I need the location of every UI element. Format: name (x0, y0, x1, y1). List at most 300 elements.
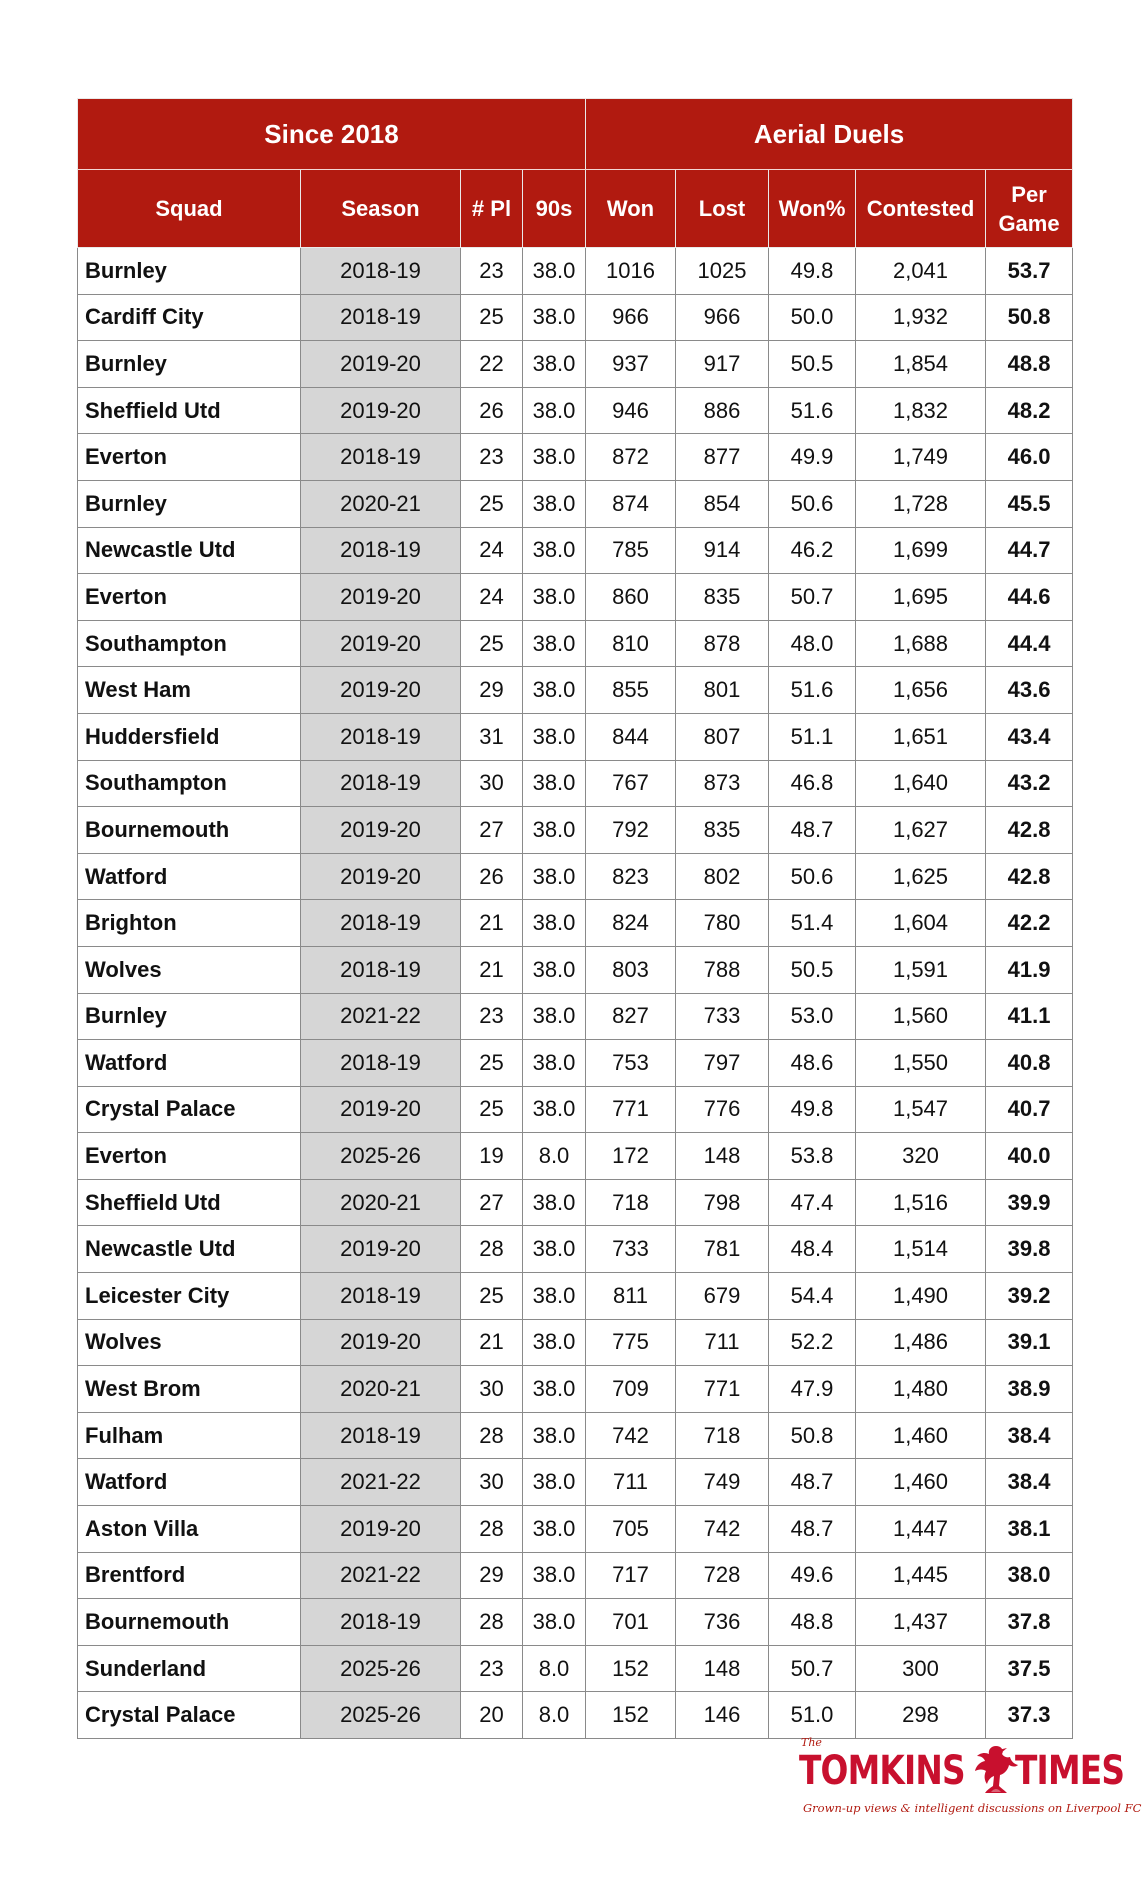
cell-season: 2018-19 (301, 1599, 461, 1646)
cell-contested: 1,460 (856, 1412, 986, 1459)
cell-won-pct: 48.4 (769, 1226, 856, 1273)
cell-nineties: 38.0 (523, 387, 586, 434)
cell-won-pct: 47.9 (769, 1366, 856, 1413)
cell-per-game: 50.8 (986, 294, 1073, 341)
cell-per-game: 44.7 (986, 527, 1073, 574)
cell-per-game: 41.1 (986, 993, 1073, 1040)
cell-nineties: 38.0 (523, 807, 586, 854)
cell-won: 152 (586, 1692, 676, 1739)
cell-squad: Watford (78, 1040, 301, 1087)
cell-players: 28 (461, 1412, 523, 1459)
cell-contested: 298 (856, 1692, 986, 1739)
table-row (78, 1599, 1073, 1646)
logo-tagline: Grown-up views & intelligent discussions on Liverpool FC (803, 1801, 1142, 1815)
cell-nineties: 38.0 (523, 574, 586, 621)
cell-players: 25 (461, 620, 523, 667)
cell-season: 2020-21 (301, 1366, 461, 1413)
cell-lost: 873 (676, 760, 769, 807)
table-row (78, 1086, 1073, 1133)
cell-won-pct: 48.0 (769, 620, 856, 667)
table-row (78, 434, 1073, 481)
cell-won: 771 (586, 1086, 676, 1133)
cell-nineties: 8.0 (523, 1133, 586, 1180)
cell-squad: Cardiff City (78, 294, 301, 341)
cell-won: 172 (586, 1133, 676, 1180)
cell-won-pct: 50.7 (769, 1645, 856, 1692)
cell-lost: 854 (676, 480, 769, 527)
cell-season: 2018-19 (301, 1412, 461, 1459)
table-row (78, 760, 1073, 807)
table-body (78, 248, 1073, 1739)
table-row (78, 1226, 1073, 1273)
cell-per-game: 53.7 (986, 248, 1073, 295)
cell-players: 27 (461, 1179, 523, 1226)
cell-per-game: 42.2 (986, 900, 1073, 947)
cell-per-game: 48.8 (986, 341, 1073, 388)
cell-won-pct: 49.8 (769, 1086, 856, 1133)
cell-squad: Watford (78, 853, 301, 900)
cell-won: 785 (586, 527, 676, 574)
table-row (78, 667, 1073, 714)
cell-season: 2021-22 (301, 1552, 461, 1599)
cell-won: 823 (586, 853, 676, 900)
cell-squad: Watford (78, 1459, 301, 1506)
cell-players: 30 (461, 1459, 523, 1506)
cell-squad: Burnley (78, 993, 301, 1040)
cell-contested: 320 (856, 1133, 986, 1180)
cell-per-game: 41.9 (986, 946, 1073, 993)
cell-season: 2025-26 (301, 1645, 461, 1692)
table-row (78, 1366, 1073, 1413)
cell-nineties: 38.0 (523, 1040, 586, 1087)
cell-won-pct: 53.0 (769, 993, 856, 1040)
cell-contested: 1,854 (856, 341, 986, 388)
cell-won: 733 (586, 1226, 676, 1273)
cell-won: 827 (586, 993, 676, 1040)
cell-won: 860 (586, 574, 676, 621)
cell-nineties: 38.0 (523, 1226, 586, 1273)
cell-contested: 1,625 (856, 853, 986, 900)
table-row (78, 1273, 1073, 1320)
cell-won-pct: 51.1 (769, 713, 856, 760)
cell-season: 2018-19 (301, 1040, 461, 1087)
cell-won-pct: 51.4 (769, 900, 856, 947)
cell-season: 2025-26 (301, 1133, 461, 1180)
cell-lost: 776 (676, 1086, 769, 1133)
cell-lost: 780 (676, 900, 769, 947)
cell-nineties: 38.0 (523, 853, 586, 900)
cell-contested: 300 (856, 1645, 986, 1692)
cell-lost: 798 (676, 1179, 769, 1226)
cell-lost: 797 (676, 1040, 769, 1087)
cell-lost: 148 (676, 1133, 769, 1180)
cell-won: 711 (586, 1459, 676, 1506)
cell-won-pct: 50.0 (769, 294, 856, 341)
cell-squad: Southampton (78, 620, 301, 667)
cell-players: 30 (461, 1366, 523, 1413)
cell-per-game: 38.4 (986, 1459, 1073, 1506)
cell-won-pct: 50.5 (769, 341, 856, 388)
table-row (78, 341, 1073, 388)
cell-won-pct: 48.8 (769, 1599, 856, 1646)
cell-players: 25 (461, 1040, 523, 1087)
cell-contested: 1,550 (856, 1040, 986, 1087)
cell-season: 2018-19 (301, 248, 461, 295)
cell-per-game: 43.2 (986, 760, 1073, 807)
cell-won: 701 (586, 1599, 676, 1646)
cell-lost: 728 (676, 1552, 769, 1599)
cell-nineties: 38.0 (523, 713, 586, 760)
cell-per-game: 39.9 (986, 1179, 1073, 1226)
table-row (78, 574, 1073, 621)
cell-season: 2019-20 (301, 853, 461, 900)
cell-won-pct: 48.7 (769, 1506, 856, 1553)
cell-nineties: 38.0 (523, 1552, 586, 1599)
cell-lost: 914 (676, 527, 769, 574)
cell-squad: Bournemouth (78, 807, 301, 854)
cell-season: 2018-19 (301, 760, 461, 807)
cell-players: 21 (461, 946, 523, 993)
table-row (78, 1412, 1073, 1459)
cell-per-game: 38.0 (986, 1552, 1073, 1599)
cell-season: 2018-19 (301, 713, 461, 760)
cell-won-pct: 50.8 (769, 1412, 856, 1459)
cell-squad: Everton (78, 1133, 301, 1180)
cell-nineties: 38.0 (523, 1179, 586, 1226)
cell-per-game: 42.8 (986, 807, 1073, 854)
cell-lost: 749 (676, 1459, 769, 1506)
cell-nineties: 38.0 (523, 1506, 586, 1553)
cell-won: 775 (586, 1319, 676, 1366)
cell-contested: 1,514 (856, 1226, 986, 1273)
cell-per-game: 43.6 (986, 667, 1073, 714)
cell-won: 742 (586, 1412, 676, 1459)
cell-season: 2019-20 (301, 1086, 461, 1133)
cell-won-pct: 48.7 (769, 1459, 856, 1506)
cell-lost: 801 (676, 667, 769, 714)
liver-bird-icon (971, 1742, 1021, 1796)
cell-per-game: 37.8 (986, 1599, 1073, 1646)
group-header-since-2018: Since 2018 (78, 99, 586, 170)
cell-won-pct: 47.4 (769, 1179, 856, 1226)
cell-season: 2019-20 (301, 620, 461, 667)
per-game-label: Per Game (998, 181, 1060, 236)
cell-nineties: 38.0 (523, 1412, 586, 1459)
cell-won-pct: 46.2 (769, 527, 856, 574)
cell-contested: 1,560 (856, 993, 986, 1040)
cell-players: 23 (461, 434, 523, 481)
group-header-aerial-duels: Aerial Duels (586, 99, 1073, 170)
cell-squad: Sheffield Utd (78, 1179, 301, 1226)
cell-won-pct: 48.7 (769, 807, 856, 854)
cell-players: 19 (461, 1133, 523, 1180)
cell-lost: 788 (676, 946, 769, 993)
cell-won: 753 (586, 1040, 676, 1087)
cell-squad: Burnley (78, 341, 301, 388)
cell-won-pct: 50.5 (769, 946, 856, 993)
cell-per-game: 37.5 (986, 1645, 1073, 1692)
cell-season: 2019-20 (301, 807, 461, 854)
cell-lost: 733 (676, 993, 769, 1040)
col-header-players: # Pl (461, 170, 523, 248)
cell-contested: 1,932 (856, 294, 986, 341)
cell-per-game: 42.8 (986, 853, 1073, 900)
cell-won: 803 (586, 946, 676, 993)
cell-won-pct: 54.4 (769, 1273, 856, 1320)
table-row (78, 1692, 1073, 1739)
cell-lost: 718 (676, 1412, 769, 1459)
cell-contested: 1,627 (856, 807, 986, 854)
cell-season: 2019-20 (301, 1506, 461, 1553)
cell-nineties: 38.0 (523, 1599, 586, 1646)
cell-won: 946 (586, 387, 676, 434)
cell-per-game: 38.9 (986, 1366, 1073, 1413)
cell-players: 28 (461, 1599, 523, 1646)
cell-season: 2019-20 (301, 1226, 461, 1273)
cell-squad: Crystal Palace (78, 1086, 301, 1133)
cell-lost: 781 (676, 1226, 769, 1273)
cell-lost: 966 (676, 294, 769, 341)
cell-per-game: 40.7 (986, 1086, 1073, 1133)
cell-contested: 2,041 (856, 248, 986, 295)
cell-players: 29 (461, 1552, 523, 1599)
cell-won: 705 (586, 1506, 676, 1553)
cell-squad: Huddersfield (78, 713, 301, 760)
cell-squad: Bournemouth (78, 1599, 301, 1646)
cell-contested: 1,604 (856, 900, 986, 947)
logo-word-tomkins: TOMKINS (799, 1748, 965, 1794)
tomkins-times-logo (799, 1736, 1142, 1826)
cell-won: 874 (586, 480, 676, 527)
cell-squad: Burnley (78, 248, 301, 295)
cell-won-pct: 46.8 (769, 760, 856, 807)
cell-contested: 1,447 (856, 1506, 986, 1553)
cell-lost: 771 (676, 1366, 769, 1413)
cell-won: 767 (586, 760, 676, 807)
cell-nineties: 38.0 (523, 480, 586, 527)
col-header-won-pct: Won% (769, 170, 856, 248)
cell-season: 2018-19 (301, 294, 461, 341)
cell-players: 26 (461, 853, 523, 900)
cell-contested: 1,516 (856, 1179, 986, 1226)
table-row (78, 807, 1073, 854)
table-row (78, 946, 1073, 993)
cell-per-game: 44.4 (986, 620, 1073, 667)
cell-won: 855 (586, 667, 676, 714)
cell-won: 717 (586, 1552, 676, 1599)
cell-nineties: 38.0 (523, 527, 586, 574)
cell-per-game: 40.8 (986, 1040, 1073, 1087)
cell-contested: 1,749 (856, 434, 986, 481)
cell-lost: 835 (676, 574, 769, 621)
cell-players: 23 (461, 1645, 523, 1692)
cell-season: 2019-20 (301, 341, 461, 388)
cell-contested: 1,699 (856, 527, 986, 574)
cell-won: 824 (586, 900, 676, 947)
cell-squad: Newcastle Utd (78, 527, 301, 574)
cell-nineties: 38.0 (523, 1319, 586, 1366)
cell-lost: 835 (676, 807, 769, 854)
table-row (78, 527, 1073, 574)
cell-squad: Wolves (78, 946, 301, 993)
cell-lost: 711 (676, 1319, 769, 1366)
cell-lost: 146 (676, 1692, 769, 1739)
cell-players: 25 (461, 480, 523, 527)
cell-won: 937 (586, 341, 676, 388)
cell-players: 31 (461, 713, 523, 760)
cell-nineties: 38.0 (523, 993, 586, 1040)
cell-season: 2019-20 (301, 667, 461, 714)
cell-lost: 802 (676, 853, 769, 900)
cell-won-pct: 49.8 (769, 248, 856, 295)
cell-won: 844 (586, 713, 676, 760)
cell-won-pct: 50.6 (769, 480, 856, 527)
cell-per-game: 38.4 (986, 1412, 1073, 1459)
cell-won-pct: 52.2 (769, 1319, 856, 1366)
cell-squad: Brentford (78, 1552, 301, 1599)
cell-season: 2019-20 (301, 1319, 461, 1366)
cell-won: 792 (586, 807, 676, 854)
table-row (78, 1459, 1073, 1506)
cell-players: 25 (461, 294, 523, 341)
cell-nineties: 38.0 (523, 294, 586, 341)
cell-won: 152 (586, 1645, 676, 1692)
table-row (78, 1552, 1073, 1599)
cell-nineties: 38.0 (523, 1273, 586, 1320)
col-header-contested: Contested (856, 170, 986, 248)
cell-contested: 1,547 (856, 1086, 986, 1133)
cell-lost: 679 (676, 1273, 769, 1320)
aerial-duels-table-wrap (77, 98, 1072, 1739)
cell-contested: 1,651 (856, 713, 986, 760)
cell-squad: Burnley (78, 480, 301, 527)
cell-season: 2025-26 (301, 1692, 461, 1739)
cell-lost: 878 (676, 620, 769, 667)
cell-squad: Sheffield Utd (78, 387, 301, 434)
cell-contested: 1,480 (856, 1366, 986, 1413)
table-row (78, 853, 1073, 900)
cell-squad: Fulham (78, 1412, 301, 1459)
cell-nineties: 8.0 (523, 1645, 586, 1692)
table-row (78, 1040, 1073, 1087)
cell-won: 811 (586, 1273, 676, 1320)
cell-nineties: 38.0 (523, 248, 586, 295)
cell-season: 2020-21 (301, 1179, 461, 1226)
cell-season: 2019-20 (301, 387, 461, 434)
cell-per-game: 39.2 (986, 1273, 1073, 1320)
cell-contested: 1,688 (856, 620, 986, 667)
table-row (78, 1179, 1073, 1226)
col-header-90s: 90s (523, 170, 586, 248)
cell-players: 28 (461, 1226, 523, 1273)
cell-players: 20 (461, 1692, 523, 1739)
cell-contested: 1,695 (856, 574, 986, 621)
cell-won-pct: 48.6 (769, 1040, 856, 1087)
cell-squad: West Ham (78, 667, 301, 714)
table-row (78, 1506, 1073, 1553)
cell-contested: 1,640 (856, 760, 986, 807)
cell-won: 872 (586, 434, 676, 481)
cell-per-game: 39.8 (986, 1226, 1073, 1273)
cell-won-pct: 53.8 (769, 1133, 856, 1180)
cell-contested: 1,445 (856, 1552, 986, 1599)
cell-per-game: 44.6 (986, 574, 1073, 621)
cell-season: 2019-20 (301, 574, 461, 621)
cell-players: 21 (461, 1319, 523, 1366)
table-row (78, 620, 1073, 667)
cell-lost: 877 (676, 434, 769, 481)
cell-per-game: 40.0 (986, 1133, 1073, 1180)
cell-lost: 1025 (676, 248, 769, 295)
cell-nineties: 38.0 (523, 1086, 586, 1133)
col-header-season: Season (301, 170, 461, 248)
table-row (78, 294, 1073, 341)
cell-players: 27 (461, 807, 523, 854)
cell-players: 26 (461, 387, 523, 434)
cell-per-game: 38.1 (986, 1506, 1073, 1553)
cell-lost: 742 (676, 1506, 769, 1553)
col-header-squad: Squad (78, 170, 301, 248)
cell-season: 2018-19 (301, 900, 461, 947)
cell-squad: Leicester City (78, 1273, 301, 1320)
cell-nineties: 38.0 (523, 620, 586, 667)
cell-contested: 1,656 (856, 667, 986, 714)
cell-won-pct: 50.6 (769, 853, 856, 900)
cell-per-game: 43.4 (986, 713, 1073, 760)
cell-nineties: 38.0 (523, 341, 586, 388)
cell-players: 23 (461, 993, 523, 1040)
cell-squad: Everton (78, 434, 301, 481)
cell-won: 966 (586, 294, 676, 341)
cell-nineties: 38.0 (523, 434, 586, 481)
table-row (78, 387, 1073, 434)
cell-players: 24 (461, 527, 523, 574)
cell-squad: Brighton (78, 900, 301, 947)
table-row (78, 1319, 1073, 1366)
cell-squad: Everton (78, 574, 301, 621)
cell-squad: Newcastle Utd (78, 1226, 301, 1273)
cell-nineties: 8.0 (523, 1692, 586, 1739)
cell-won: 709 (586, 1366, 676, 1413)
cell-players: 25 (461, 1273, 523, 1320)
cell-players: 25 (461, 1086, 523, 1133)
cell-contested: 1,832 (856, 387, 986, 434)
cell-won-pct: 51.0 (769, 1692, 856, 1739)
cell-nineties: 38.0 (523, 900, 586, 947)
cell-won-pct: 51.6 (769, 387, 856, 434)
cell-nineties: 38.0 (523, 667, 586, 714)
cell-players: 24 (461, 574, 523, 621)
cell-players: 28 (461, 1506, 523, 1553)
cell-nineties: 38.0 (523, 1459, 586, 1506)
table-row (78, 900, 1073, 947)
aerial-duels-table (77, 98, 1073, 1739)
cell-won: 1016 (586, 248, 676, 295)
col-header-lost: Lost (676, 170, 769, 248)
cell-lost: 917 (676, 341, 769, 388)
cell-contested: 1,486 (856, 1319, 986, 1366)
cell-lost: 148 (676, 1645, 769, 1692)
cell-lost: 886 (676, 387, 769, 434)
table-row (78, 993, 1073, 1040)
cell-squad: West Brom (78, 1366, 301, 1413)
cell-players: 22 (461, 341, 523, 388)
cell-players: 29 (461, 667, 523, 714)
table-row (78, 1133, 1073, 1180)
cell-won-pct: 49.9 (769, 434, 856, 481)
logo-the-text: The (801, 1736, 822, 1749)
cell-players: 23 (461, 248, 523, 295)
